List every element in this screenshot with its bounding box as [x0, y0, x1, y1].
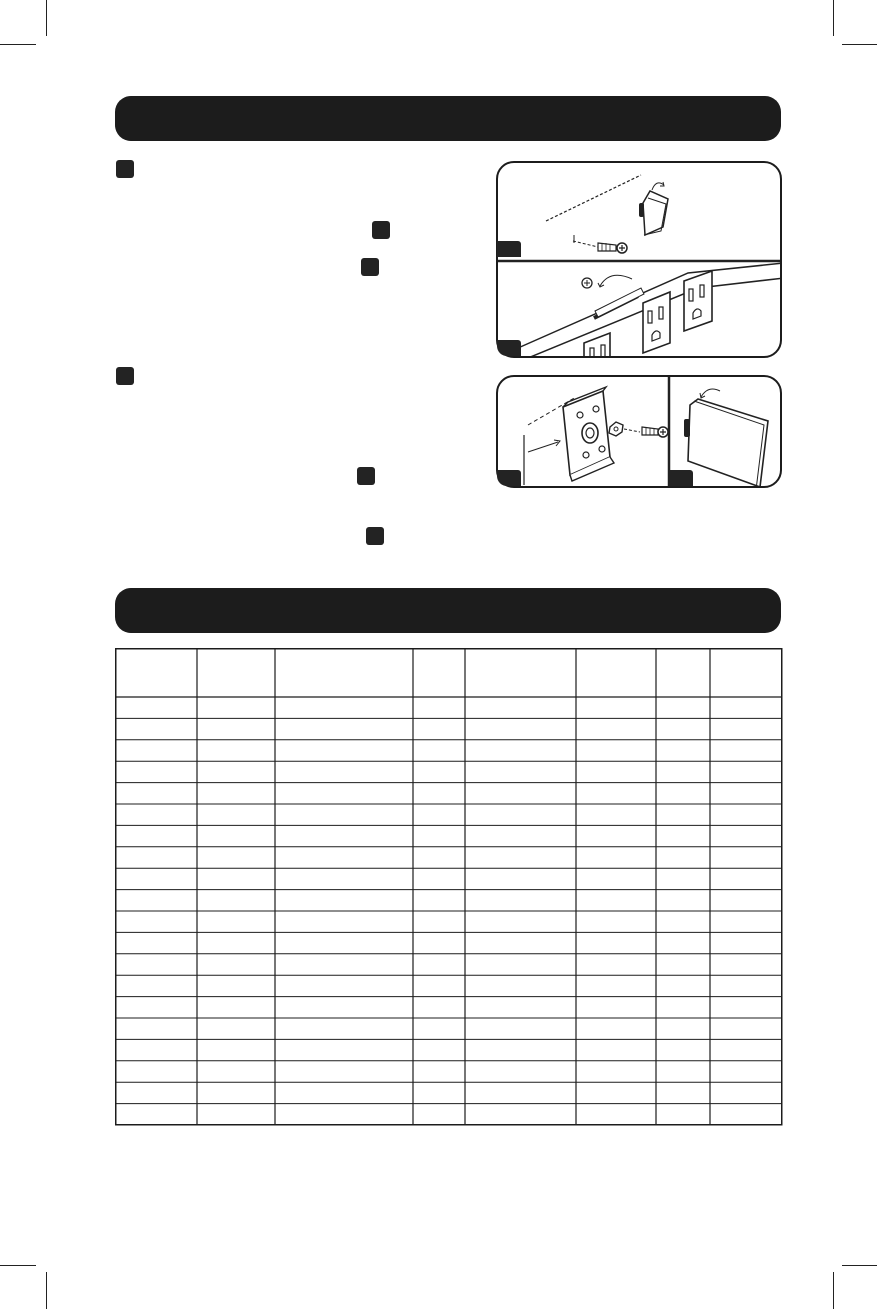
illustration-panel-top	[496, 161, 782, 358]
crop-mark-tr-v	[833, 0, 834, 36]
mounting-illustration-top	[498, 163, 782, 358]
step-marker-2	[116, 367, 134, 385]
figure-reference	[357, 467, 375, 485]
section-header-specifications	[115, 588, 781, 633]
crop-mark-tr-h	[842, 44, 877, 45]
figure-reference	[366, 527, 384, 545]
figure-label	[669, 470, 693, 486]
crop-mark-tl-h	[0, 44, 36, 45]
crop-mark-bl-h	[0, 1265, 36, 1266]
crop-mark-bl-v	[46, 1272, 47, 1309]
crop-mark-br-v	[833, 1272, 834, 1309]
crop-mark-tl-v	[46, 0, 47, 36]
figure-label	[497, 241, 521, 257]
figure-reference	[372, 221, 390, 239]
section-header-mounting	[115, 96, 781, 141]
figure-label	[497, 470, 521, 486]
table-border	[116, 649, 782, 1125]
bracket-illustration	[498, 377, 782, 488]
crop-mark-br-h	[842, 1265, 877, 1266]
illustration-panel-bracket	[496, 375, 782, 488]
step-marker-1	[116, 160, 134, 178]
figure-reference	[361, 258, 379, 276]
figure-label	[497, 340, 521, 356]
specifications-table	[115, 648, 783, 1126]
